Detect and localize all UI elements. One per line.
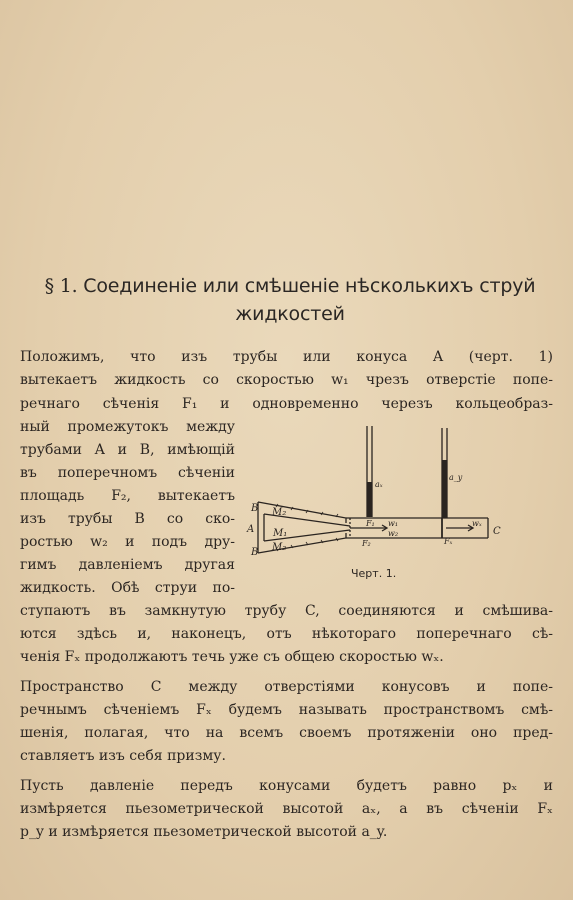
para2-line3: шенія, полагая, что на всемъ своемъ протяженіи оно пред-: [20, 725, 553, 741]
para1-line13: ются здѣсь и, наконецъ, отъ нѣкотораго поперечнаго сѣ-: [20, 626, 553, 642]
figure-mixing-pipe: [246, 422, 508, 587]
label-c: C: [493, 526, 501, 537]
label-b-top: B: [251, 503, 259, 514]
label-m2-bottom: M₂: [272, 542, 287, 553]
para1-line2: вытекаетъ жидкость со скоростью w₁ чрезъ отверстіе попе-: [20, 372, 553, 388]
label-m2-top: M₂: [272, 507, 287, 518]
para1-line5: трубами A и B, имѣющій: [20, 442, 235, 458]
para3-line1: Пусть давленіе передъ конусами будетъ равно pₓ и: [20, 778, 553, 794]
label-m1: M₁: [273, 528, 288, 539]
section-title-line-1: Соединеніе или смѣшеніе нѣсколькихъ струй: [83, 275, 536, 297]
piezometer-y-fluid: [442, 460, 447, 518]
para1-line11: жидкость. Обѣ струи по-: [20, 580, 235, 596]
para1-line6: въ поперечномъ сѣченіи: [20, 465, 235, 481]
label-f2: F₂: [362, 539, 371, 548]
label-ay: a_y: [449, 473, 463, 482]
figure-caption: Черт. 1.: [351, 567, 397, 580]
label-f1: F₁: [366, 519, 375, 528]
section-number: § 1.: [44, 275, 78, 297]
piezometer-x-fluid: [367, 482, 372, 517]
section-heading: [40, 272, 540, 328]
para2-line1: Пространство C между отверстіями конусовъ и попе-: [20, 679, 553, 695]
heading-line-1: [40, 272, 540, 300]
para1-line3: речнаго сѣченія F₁ и одновременно черезъ кольцеобраз-: [20, 396, 553, 412]
label-w1: w₁: [388, 519, 399, 528]
para1-line9: ростью w₂ и подъ дру-: [20, 534, 235, 550]
para3-line3: p_y и измѣряется пьезометрической высотой a_y.: [20, 824, 388, 840]
label-fx: Fₓ: [444, 537, 453, 546]
para1-line14: ченія Fₓ продолжаютъ течь уже съ общею скоростью wₓ.: [20, 649, 444, 665]
para1-line4: ный промежутокъ между: [20, 419, 235, 435]
para1-line8: изъ трубы B со ско-: [20, 511, 235, 527]
label-ax: aₓ: [375, 480, 383, 489]
para2-line2: речнымъ сѣченіемъ Fₓ будемъ называть пространствомъ смѣ-: [20, 702, 553, 718]
para1-line1: Положимъ, что изъ трубы или конуса A (черт. 1): [20, 349, 553, 365]
para2-line4: ставляетъ изъ себя призму.: [20, 748, 226, 764]
para3-line2: измѣряется пьезометрической высотой aₓ, а въ сѣченіи Fₓ: [20, 801, 553, 817]
para1-line10: гимъ давленіемъ другая: [20, 557, 235, 573]
para1-line7: площадь F₂, вытекаетъ: [20, 488, 235, 504]
label-wx: wₓ: [472, 519, 482, 528]
label-a: A: [247, 524, 255, 535]
section-title-line-2: жидкостей: [235, 303, 345, 325]
label-b-bottom: B: [251, 547, 259, 558]
label-w2: w₂: [388, 529, 399, 538]
para1-line12: ступаютъ въ замкнутую трубу C, соединяются и смѣшива-: [20, 603, 553, 619]
